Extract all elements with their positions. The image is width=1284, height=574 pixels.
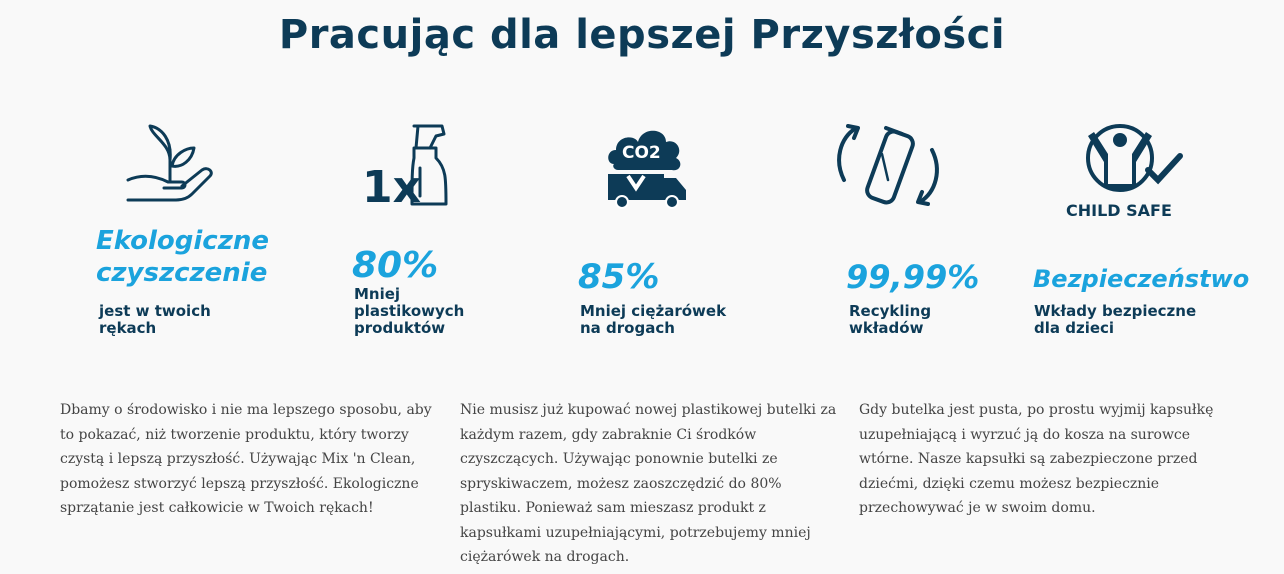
- feature-highlight-4: 99,99%: [846, 258, 980, 296]
- child-safe-badge: CHILD SAFE: [1066, 201, 1172, 220]
- feature-caption-4: Recykling wkładów: [849, 302, 932, 337]
- co2-truck-icon: [604, 122, 692, 214]
- recycling-capsule-icon: [832, 120, 944, 210]
- feature-highlight-1: Ekologiczne czyszczenie: [96, 226, 269, 288]
- feature-caption-3: Mniej ciężarówek na drogach: [580, 302, 727, 337]
- co2-badge: CO2: [622, 143, 661, 163]
- hand-plant-icon: [122, 120, 217, 205]
- feature-caption-5: Wkłady bezpieczne dla dzieci: [1034, 302, 1197, 337]
- paragraph-1: Dbamy o środowisko i nie ma lepszego sposobu, aby to pokazać, niż tworzenie produktu, który tworzy czystą i lepszą przyszłość. Używając Mix 'n Clean, pomożesz stworzyć lepszą przyszłość. Ekologiczne sprzątanie jest całkowicie w Twoich rękach!: [60, 402, 432, 516]
- feature-caption-1: jest w twoich rękach: [99, 302, 211, 337]
- spray-bottle-icon: [360, 118, 452, 208]
- paragraph-3: Gdy butelka jest pusta, po prostu wyjmij kapsułkę uzupełniającą i wyrzuć ją do kosza na surowce wtórne. Nasze kapsułki są zabezpieczone przed dziećmi, dzięki czemu możesz bezpiecznie przechowywać je w swoim domu.: [859, 402, 1214, 516]
- feature-highlight-3: 85%: [578, 257, 660, 297]
- feature-caption-2: Mniej plastikowych produktów: [354, 285, 465, 337]
- child-safe-icon: [1064, 118, 1194, 222]
- one-x-badge: 1x: [362, 162, 421, 208]
- feature-highlight-2: 80%: [352, 245, 439, 286]
- paragraph-2: Nie musisz już kupować nowej plastikowej butelki za każdym razem, gdy zabraknie Ci środków czyszczących. Używając ponownie butelki ze spryskiwaczem, możesz zaoszczędzić do 80% plastiku. Ponieważ sam mieszasz produkt z kapsułkami uzupełniającymi, potrzebujemy mniej ciężarówek na drogach.: [460, 402, 837, 565]
- page-title: Pracując dla lepszej Przyszłości: [278, 12, 1006, 58]
- feature-highlight-5: Bezpieczeństwo: [1033, 265, 1250, 293]
